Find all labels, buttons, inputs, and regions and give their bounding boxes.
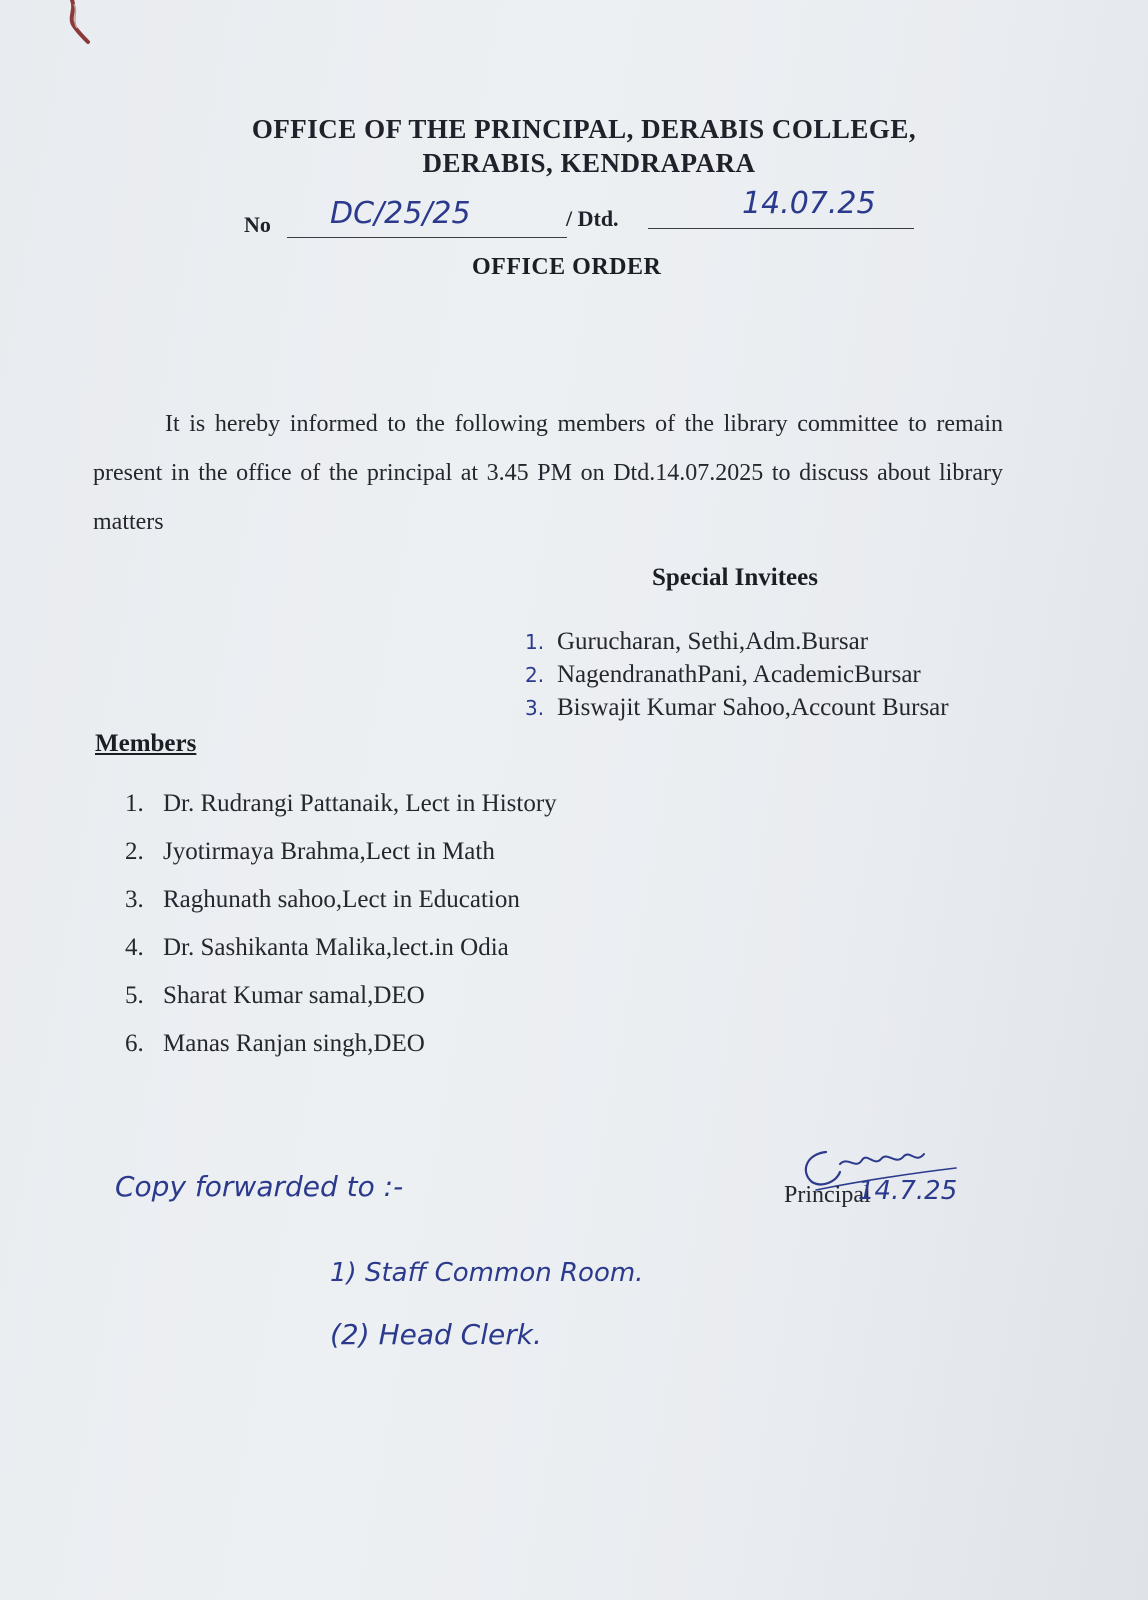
member-name: Dr. Rudrangi Pattanaik, Lect in History: [163, 790, 557, 817]
invitee-number: 1.: [525, 630, 545, 654]
principal-label: Principal: [784, 1182, 871, 1208]
member-item: [125, 982, 557, 1030]
invitee-number: 2.: [525, 663, 545, 687]
signature-date: 14.7.25: [858, 1176, 958, 1206]
invitee-item: [525, 661, 921, 689]
reference-number-value: DC/25/25: [330, 196, 471, 231]
date-underline: [648, 228, 914, 229]
member-name: Raghunath sahoo,Lect in Education: [163, 886, 520, 913]
member-name: Jyotirmaya Brahma,Lect in Math: [163, 838, 495, 865]
member-item: [125, 934, 557, 982]
member-item: [125, 790, 557, 838]
members-heading: Members: [95, 730, 197, 757]
member-item: [125, 1030, 557, 1078]
member-item: [125, 838, 557, 886]
invitee-item: [525, 694, 949, 722]
member-number: 3.: [125, 886, 144, 913]
special-invitees-heading: Special Invitees: [652, 564, 818, 591]
invitee-name: Gurucharan, Sethi,Adm.Bursar: [557, 628, 869, 655]
member-number: 4.: [125, 934, 144, 961]
date-value: 14.07.25: [742, 186, 876, 221]
member-name: Dr. Sashikanta Malika,lect.in Odia: [163, 934, 509, 961]
invitee-item: [525, 628, 868, 656]
member-name: Sharat Kumar samal,DEO: [163, 982, 425, 1009]
invitee-name: NagendranathPani, AcademicBursar: [557, 661, 921, 688]
date-label: / Dtd.: [566, 206, 619, 231]
member-number: 2.: [125, 838, 144, 865]
invitee-number: 3.: [525, 696, 545, 720]
member-number: 6.: [125, 1030, 144, 1057]
member-name: Manas Ranjan singh,DEO: [163, 1030, 425, 1057]
members-list: [125, 790, 557, 1078]
reference-number-underline: [287, 237, 567, 238]
reference-number-label: No: [244, 212, 271, 237]
institution-heading: OFFICE OF THE PRINCIPAL, DERABIS COLLEGE,: [251, 114, 917, 144]
copy-forwarded-note: Copy forwarded to :-: [115, 1170, 404, 1203]
order-paragraph: It is hereby informed to the following members of the library committee to remain present in the office of the principal at 3.45 PM on Dtd.14.07.2025 to discuss about library matters: [93, 411, 1003, 535]
document-title: OFFICE ORDER: [472, 254, 662, 280]
member-number: 5.: [125, 982, 144, 1009]
member-item: [125, 886, 557, 934]
copy-recipient: 1) Staff Common Room.: [330, 1258, 644, 1288]
binding-thread: [60, 0, 100, 50]
invitee-name: Biswajit Kumar Sahoo,Account Bursar: [557, 694, 949, 721]
institution-location: DERABIS, KENDRAPARA: [422, 148, 756, 178]
member-number: 1.: [125, 790, 144, 817]
copy-recipient: (2) Head Clerk.: [330, 1318, 542, 1351]
